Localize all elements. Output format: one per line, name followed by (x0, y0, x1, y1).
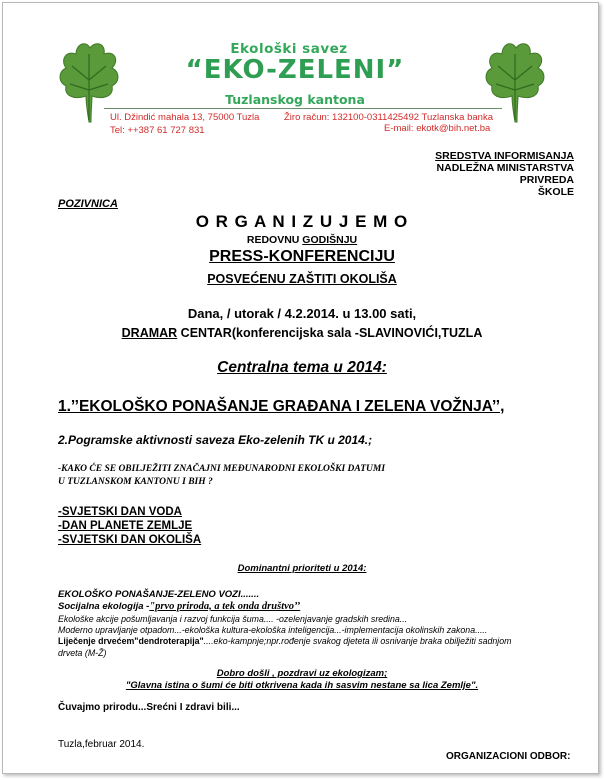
header-org-type: Ekološki savez (230, 41, 348, 57)
eco-behavior: EKOLOŠKO PONAŠANJE-ZELENO VOZI....... (58, 589, 260, 600)
regular-annual-line (0, 234, 604, 246)
social-ecology-line (58, 601, 300, 612)
quote-line: "Glavna istina o šumi će biti otkrivena kada ih sasvim nestane sa lica Zemlje". (125, 680, 479, 691)
header-canton: Tuzlanskog kantona (225, 92, 365, 107)
topic-2: 2.Pogramske aktivnosti saveza Eko-zelenih TK u 2014.; (58, 433, 373, 447)
recipient-economy: PRIVREDA (519, 174, 574, 186)
header-address: Ul. Džindić mahala 13, 75000 Tuzla (110, 112, 260, 123)
venue-rest: CENTAR(konferencijska sala -SLAVINOVIĆI,TUZLA (177, 326, 483, 340)
healing-text: ....eko-kampnje;npr.rođenje svakog djeteta ili osnivanje braka obilježiti sadnjom (203, 636, 512, 646)
modern-management: Moderno upravljanje otpadom...-ekološka kultura-ekološka inteligencija...-implementacija okolinskih zakona..... (58, 625, 488, 635)
social-quote: "prvo priroda, a tek onda društvo’’ (149, 601, 301, 612)
social-label: Socijalna ekologija - (58, 601, 150, 612)
central-theme: Centralna tema u 2014: (217, 359, 387, 376)
header-divider (104, 108, 502, 109)
eco-actions: Ekološke akcije pošumljavanja i razvoj funkcija šuma.... -ozelenjavanje gradskih sredina... (58, 614, 408, 624)
question-line-1: -KAKO ĆE SE OBILJEŽITI ZNAČAJNI MEĐUNARODNI EKOLOŠKI DATUMI (58, 464, 386, 474)
header-account: Žiro račun: 132100-0311425492 Tuzlanska banka (284, 112, 493, 123)
recipient-media: SREDSTVA INFORMISANJA (435, 150, 574, 162)
day-earth: -DAN PLANETE ZEMLJE (58, 520, 193, 532)
healing-line (58, 636, 511, 646)
invitation-label: POZIVNICA (58, 198, 118, 210)
header-org-name: “EKO-ZELENI” (185, 55, 405, 85)
day-water: -SVJETSKI DAN VODA (58, 506, 182, 518)
venue-line (0, 326, 604, 340)
dedicated-heading: POSVEĆENU ZAŠTITI OKOLIŠA (207, 272, 397, 286)
day-environment: -SVJETSKI DAN OKOLIŠA (58, 534, 202, 546)
venue-dramar: DRAMAR (121, 326, 178, 340)
organizing-committee: ORGANIZACIONI ODBOR: (446, 751, 571, 762)
topic-1: 1.’’EKOLOŠKO PONAŠANJE GRAĐANA I ZELENA VOŽNJA’’, (58, 398, 505, 415)
press-conference-heading: PRESS-KONFERENCIJU (209, 248, 395, 265)
recipient-schools: ŠKOLE (537, 186, 574, 198)
annual-text: GODIŠNJU (302, 234, 358, 246)
organize-heading: O R G A N I Z U J E M O (195, 212, 409, 231)
regular-text: REDOVNU (246, 234, 303, 246)
healing-line-2: drveta (M-Ž) (58, 648, 107, 658)
welcome-line: Dobro došli , pozdravi uz ekologizam; (216, 668, 388, 679)
healing-label: Liječenje drvećem"dendroterapija" (58, 636, 204, 646)
priorities-title: Dominantni prioriteti u 2014: (237, 563, 367, 574)
question-line-2: U TUZLANSKOM KANTONU I BIH ? (58, 477, 213, 487)
recipient-ministries: NADLEŽNA MINISTARSTVA (436, 162, 574, 174)
header-email: E-mail: ekotk@bih.net.ba (384, 123, 491, 134)
date-line: Dana, / utorak / 4.2.2014. u 13.00 sati, (187, 306, 417, 321)
header-phone: Tel: ++387 61 727 831 (110, 125, 205, 136)
place-date: Tuzla,februar 2014. (58, 739, 145, 750)
preserve-nature: Čuvajmo prirodu...Srećni I zdravi bili... (58, 702, 240, 713)
